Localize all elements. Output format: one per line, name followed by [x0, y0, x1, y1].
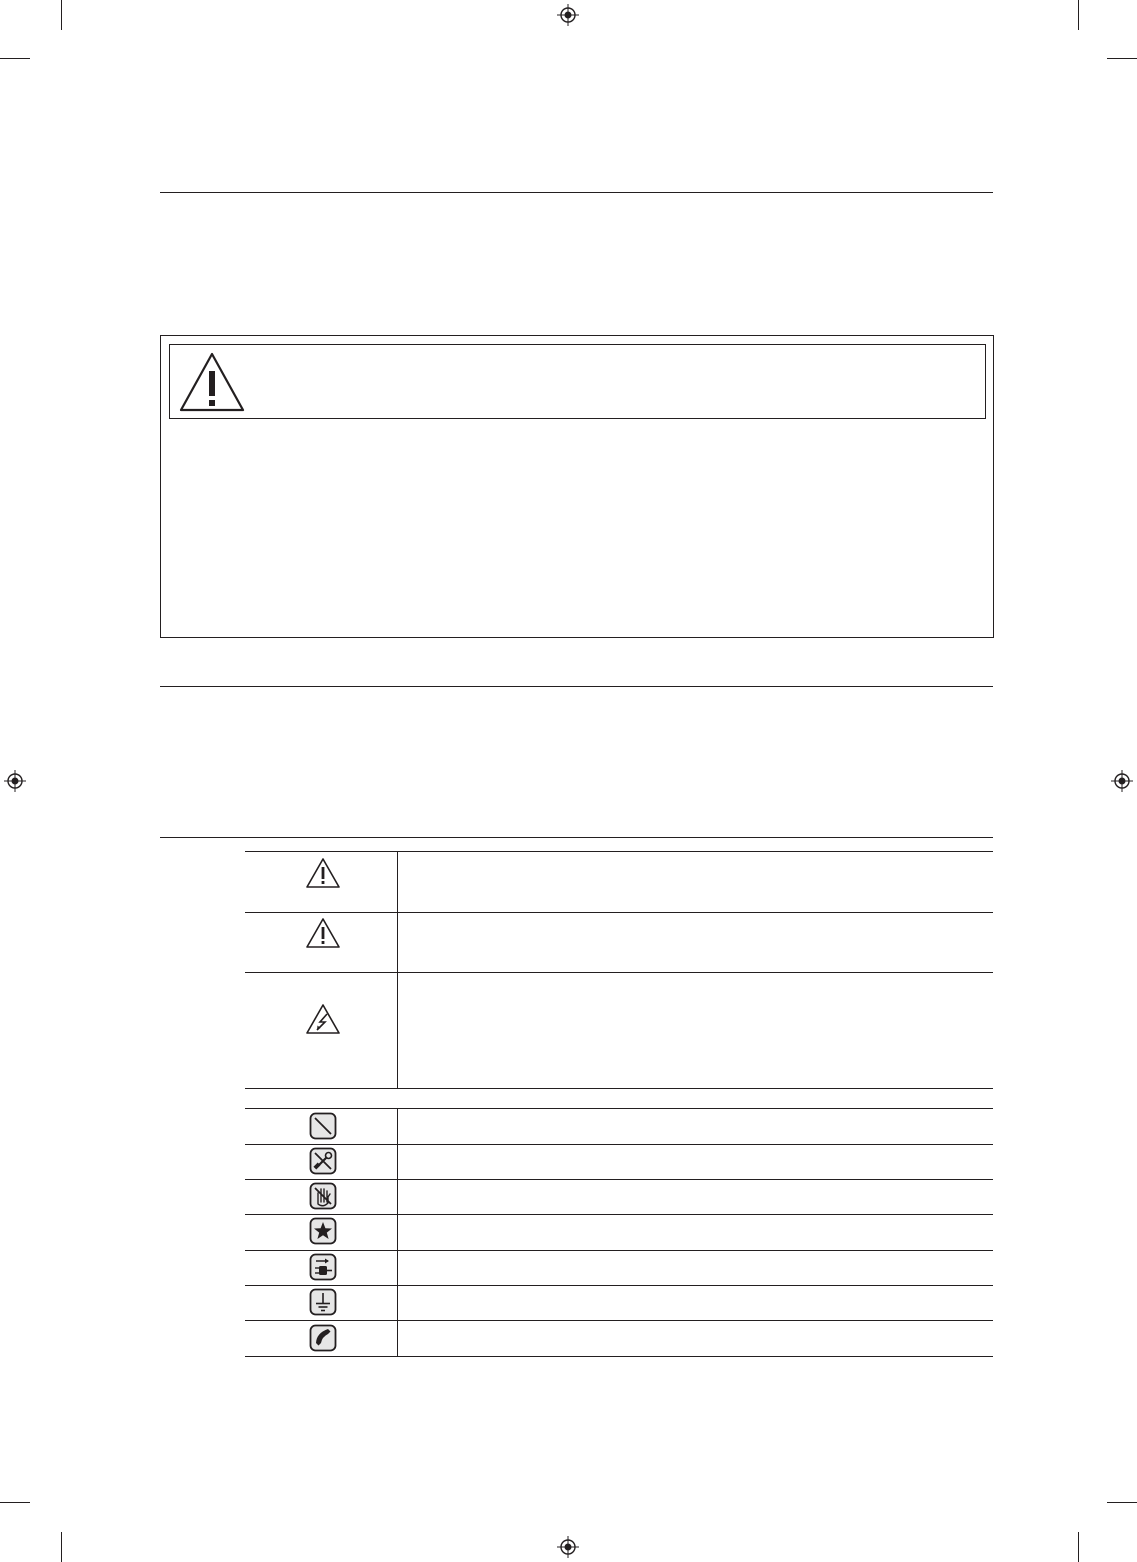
table-rule — [245, 1144, 993, 1145]
table-rule — [245, 1250, 993, 1251]
crop-mark — [1078, 0, 1079, 30]
registration-mark-icon — [4, 770, 26, 792]
registration-mark-icon — [557, 4, 579, 26]
warning-box — [160, 335, 994, 638]
crop-mark — [61, 1532, 62, 1562]
do-not-icon — [309, 1112, 337, 1140]
table-rule — [245, 972, 993, 973]
table-rule — [245, 1088, 993, 1089]
unplug-icon — [309, 1253, 337, 1281]
table-rule — [245, 1179, 993, 1180]
section-rule — [160, 686, 993, 687]
section-rule — [160, 837, 993, 838]
table-rule — [245, 1214, 993, 1215]
table-rule — [245, 1285, 993, 1286]
electric-shock-triangle-icon — [305, 1003, 341, 1035]
table-rule — [245, 1356, 993, 1357]
registration-mark-icon — [557, 1536, 579, 1558]
section-rule — [160, 192, 993, 193]
warning-box-header — [169, 344, 986, 419]
table-rule — [245, 851, 993, 852]
table-rule — [245, 912, 993, 913]
ground-icon — [309, 1288, 337, 1316]
caution-triangle-icon — [305, 917, 341, 949]
crop-mark — [1107, 58, 1137, 59]
do-not-disassemble-icon — [309, 1147, 337, 1175]
table-column-divider — [397, 1108, 398, 1357]
table-rule — [245, 1108, 993, 1109]
contact-service-icon — [309, 1324, 337, 1352]
crop-mark — [1078, 1532, 1079, 1562]
table-column-divider — [397, 851, 398, 1089]
crop-mark — [0, 58, 30, 59]
warning-triangle-icon — [178, 351, 246, 413]
registration-mark-icon — [1111, 770, 1133, 792]
crop-mark — [1107, 1502, 1137, 1503]
crop-mark — [61, 0, 62, 30]
follow-directions-icon — [309, 1217, 337, 1245]
crop-mark — [0, 1502, 30, 1503]
do-not-touch-icon — [309, 1182, 337, 1210]
warning-triangle-icon — [305, 857, 341, 889]
table-rule — [245, 1320, 993, 1321]
